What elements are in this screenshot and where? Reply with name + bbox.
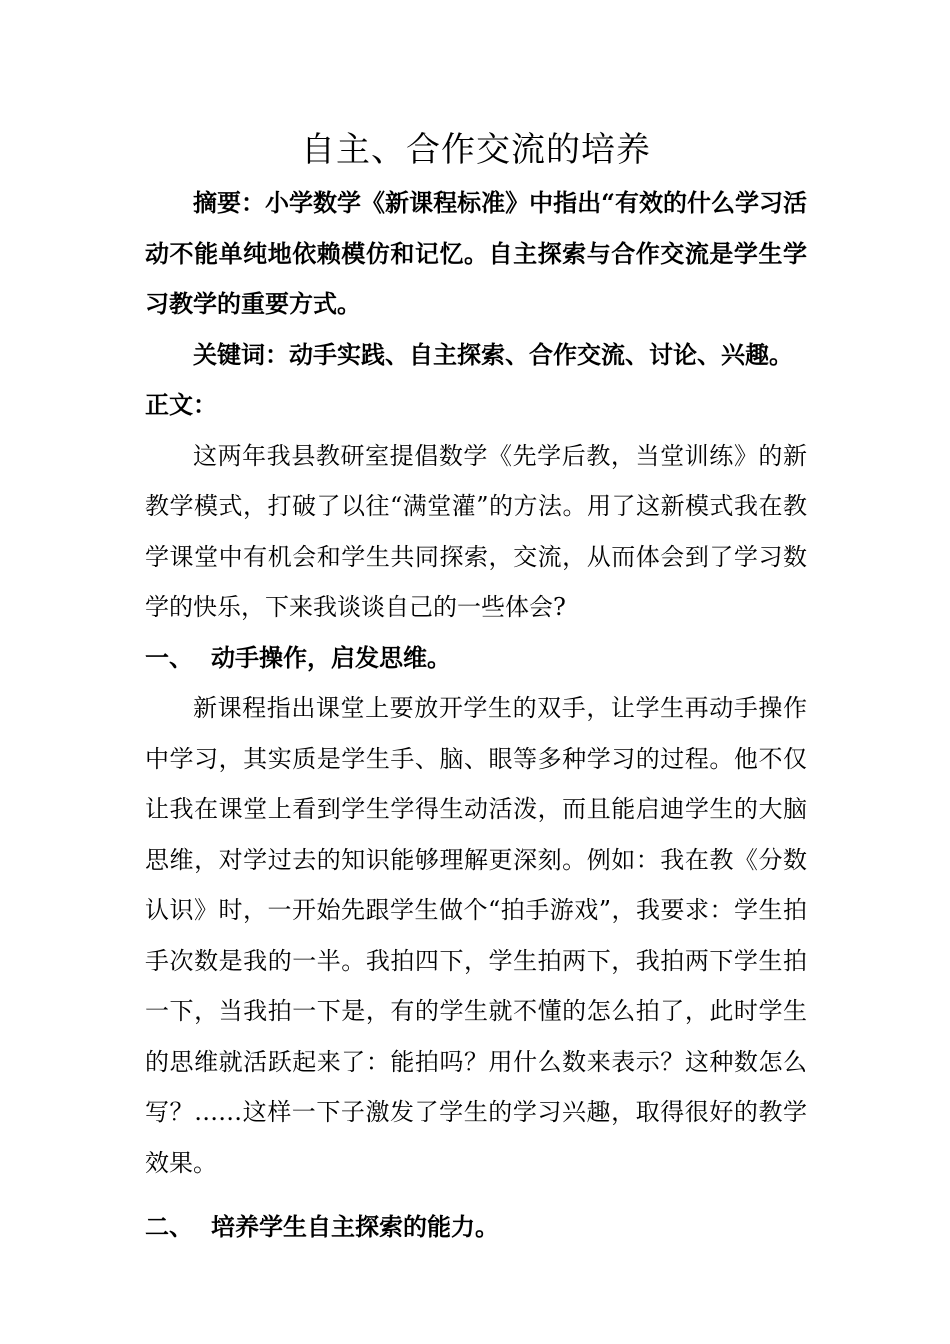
- section-1-paragraph: 新课程指出课堂上要放开学生的双手，让学生再动手操作中学习，其实质是学生手、脑、眼等多种学习的过程。他不仅让我在课堂上看到学生学得生动活泼，而且能启迪学生的大脑思维，对学过去的知识能够理解更深刻。例如：我在教《分数认识》时，一开始先跟学生做个“拍手游戏”，我要求：学生拍手次数是我的一半。我拍四下，学生拍两下，我拍两下学生拍一下，当我拍一下是，有的学生就不懂的怎么拍了，此时学生的思维就活跃起来了：能拍吗？用什么数来表示？这种数怎么写？……这样一下子激发了学生的学习兴趣，取得很好的教学效果。: [145, 694, 807, 1177]
- document-title: 自主、合作交流的培养: [301, 130, 651, 170]
- section-number-1: 一、: [145, 642, 193, 672]
- body-label: 正文：: [145, 390, 217, 419]
- intro-paragraph: 这两年我县教研室提倡数学《先学后教，当堂训练》的新教学模式，打破了以往“满堂灌”的方法。用了这新模式我在教学课堂中有机会和学生共同探索，交流，从而体会到了学习数学的快乐，下来我谈谈自己的一些体会?: [145, 441, 807, 621]
- section-title-2: 培养学生自主探索的能力。: [211, 1212, 499, 1241]
- section-number-2: 二、: [145, 1212, 193, 1241]
- abstract-paragraph: 摘要：小学数学《新课程标准》中指出“有效的什么学习活动不能单纯地依赖模仿和记忆。自主探索与合作交流是学生学习教学的重要方式。: [145, 188, 807, 318]
- section-spacer: [145, 1188, 807, 1202]
- section-title-1: 动手操作，启发思维。: [211, 642, 451, 672]
- section-heading-1: [145, 633, 807, 684]
- keywords-paragraph: 关键词：动手实践、自主探索、合作交流、讨论、兴趣。: [193, 339, 793, 369]
- document-page: [145, 122, 807, 1253]
- section-heading-2: [145, 1202, 807, 1253]
